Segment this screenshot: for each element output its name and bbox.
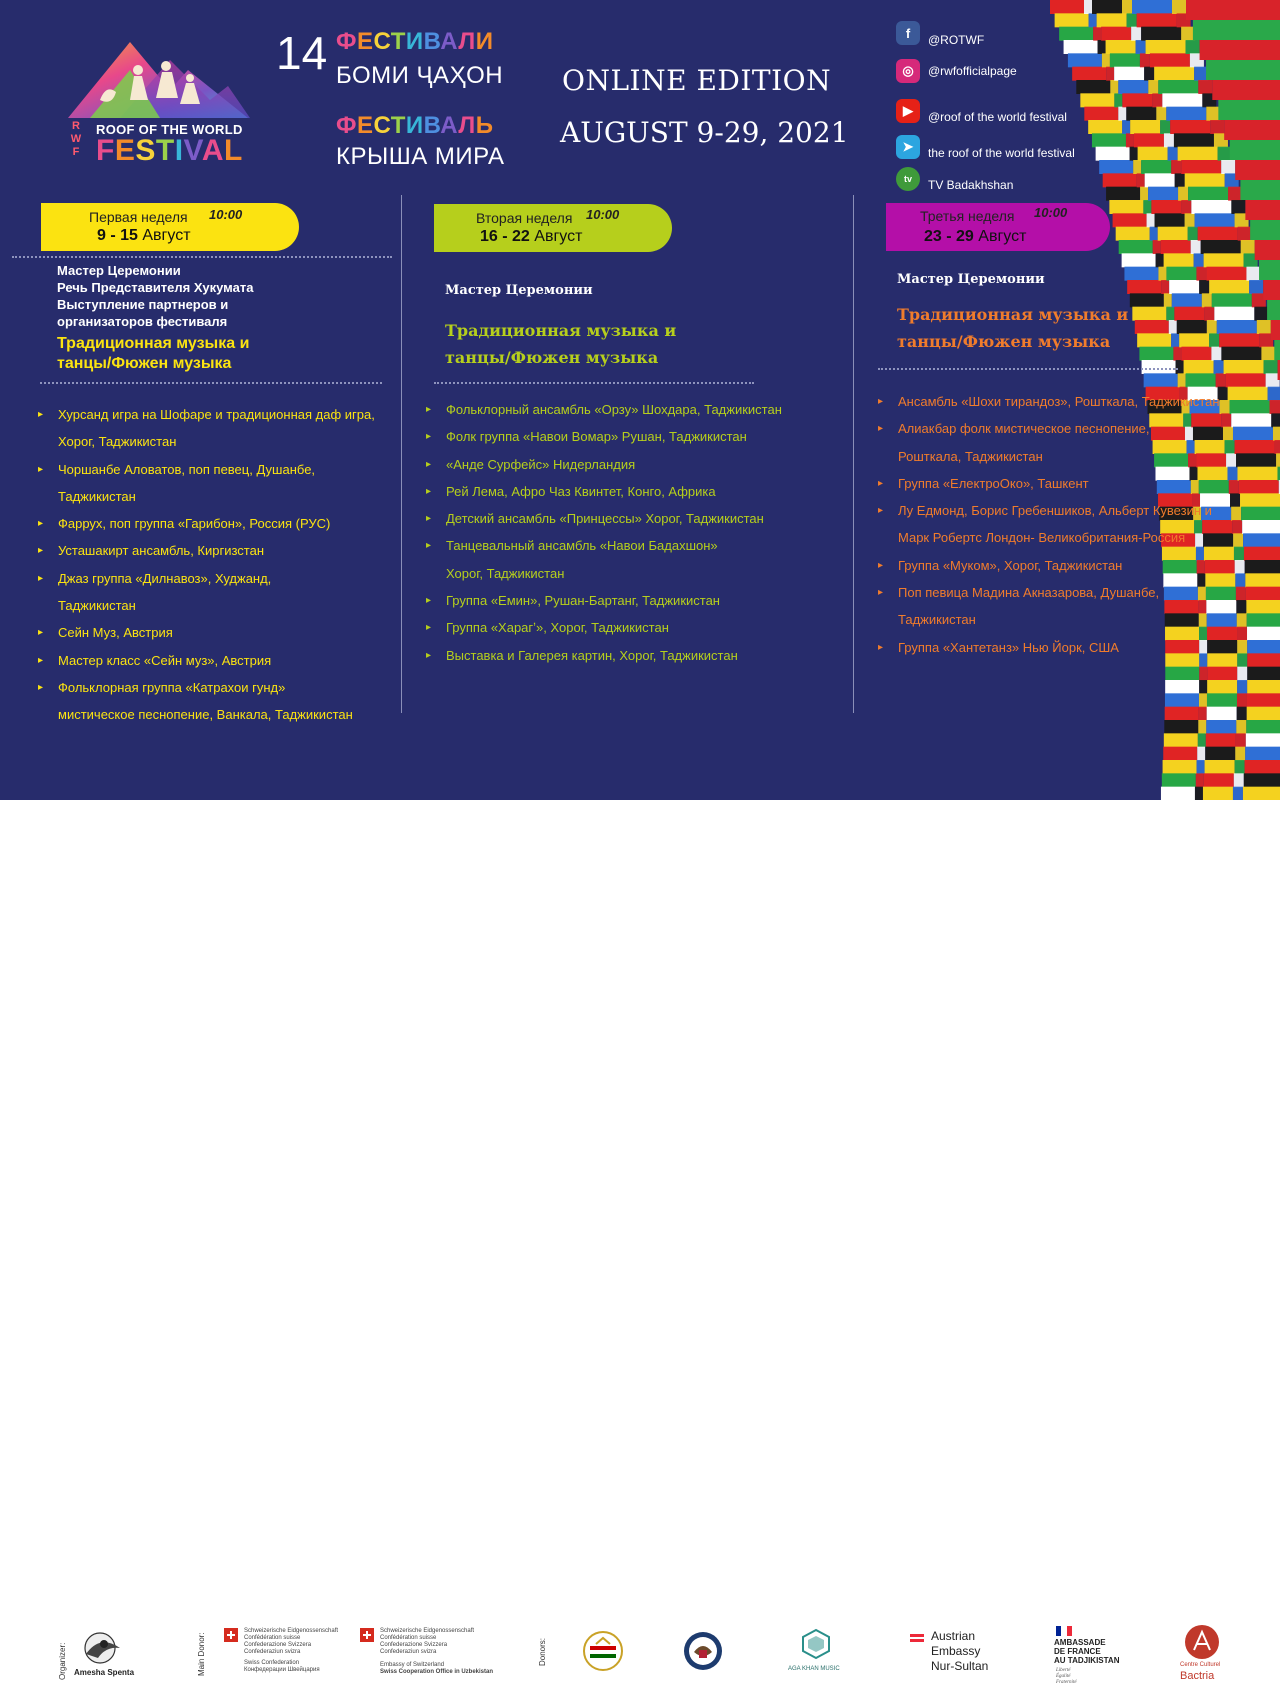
program-item: ▸ Выставка и Галерея картин, Хорог, Таджикистан xyxy=(424,642,844,669)
program-item: ▸ Усташакирт ансамбль, Киргизстан xyxy=(36,537,400,564)
program-item: Таджикистан xyxy=(36,483,400,510)
bullet-icon: ▸ xyxy=(878,470,883,497)
week2-ceremony: Мастер Церемонии xyxy=(445,283,593,298)
bullet-icon: ▸ xyxy=(38,456,43,483)
bullet-icon: ▸ xyxy=(878,497,883,524)
week1-name: Первая неделя xyxy=(89,209,188,225)
swiss-embassy-block: Schweizerische Eidgenossenschaft Confédération suisse Confederazione Svizzera Confederaziun svizra Embassy of Switzerland Swiss Cooperation Office in Uzbekistan xyxy=(380,1628,493,1676)
program-item: Таджикистан xyxy=(36,592,400,619)
program-item: Таджикистан xyxy=(876,606,1256,633)
austrian-embassy-text: Austrian Embassy Nur-Sultan xyxy=(931,1629,988,1674)
week2-program-list xyxy=(424,396,844,669)
program-item: ▸ Хурсанд игра на Шофаре и традиционная даф игра, xyxy=(36,401,400,428)
bullet-icon: ▸ xyxy=(38,619,43,646)
program-item: Хорог, Таджикистан xyxy=(424,560,844,587)
week2-dates: 16 - 22 Август xyxy=(480,228,582,246)
bullet-icon: ▸ xyxy=(38,510,43,537)
swiss-flag-icon-2 xyxy=(360,1628,374,1642)
donors-label: Donors: xyxy=(538,1638,547,1666)
week1-dates: 9 - 15 Август xyxy=(97,227,191,245)
program-item: ▸ Фолк группа «Навои Вомар» Рушан, Таджикистан xyxy=(424,423,844,450)
festival-dates: AUGUST 9-29, 2021 xyxy=(560,116,849,149)
bullet-icon: ▸ xyxy=(878,415,883,442)
week2-pill xyxy=(434,204,672,252)
festival-poster xyxy=(0,0,1280,800)
program-item: ▸ Лу Едмонд, Борис Гребеншиков, Альберт Кувезин и xyxy=(876,497,1256,524)
social-instagram-text: @rwfofficialpage xyxy=(928,64,1017,78)
main-donor-label: Main Donor: xyxy=(197,1632,206,1676)
program-item: ▸ Группа «Муком», Хорог, Таджикистан xyxy=(876,552,1256,579)
program-item: Хорог, Таджикистан xyxy=(36,428,400,455)
bullet-icon: ▸ xyxy=(426,587,431,614)
mountain-dancers-icon xyxy=(60,30,260,122)
week1-bottom-rule xyxy=(40,382,382,384)
bullet-icon: ▸ xyxy=(426,532,431,559)
online-edition: ONLINE EDITION xyxy=(562,64,831,97)
logo-roof-text: ROOF OF THE WORLD xyxy=(96,122,243,137)
week3-dates: 23 - 29 Август xyxy=(924,228,1026,246)
program-item: ▸ Алиакбар фолк мистическое песнопение, xyxy=(876,415,1256,442)
edition-number: 14 xyxy=(276,26,327,80)
bactria-logo-icon xyxy=(1184,1624,1220,1660)
facebook-icon: f xyxy=(896,21,920,45)
column-divider-1 xyxy=(401,195,402,713)
instagram-icon: ◎ xyxy=(896,59,920,83)
program-item: мистическое песнопение, Ванкала, Таджикистан xyxy=(36,701,400,728)
program-item: ▸ Группа «Хантетанз» Нью Йорк, США xyxy=(876,634,1256,661)
title-festival-ru: ФЕСТИВАЛЬ xyxy=(336,112,494,140)
us-embassy-seal-icon xyxy=(682,1630,724,1672)
organizer-label: Organizer: xyxy=(58,1643,67,1680)
bullet-icon: ▸ xyxy=(426,505,431,532)
week2-bottom-rule xyxy=(434,382,754,384)
program-item: ▸ Группа «Емин», Рушан-Бартанг, Таджикистан xyxy=(424,587,844,614)
week3-ceremony: Мастер Церемонии xyxy=(897,272,1045,287)
social-youtube-text: @roof of the world festival xyxy=(928,110,1067,124)
column-divider-2 xyxy=(853,195,854,713)
telegram-icon: ➤ xyxy=(896,135,920,159)
program-item: ▸ Поп певица Мадина Акназарова, Душанбе, xyxy=(876,579,1256,606)
week1-ceremony: Мастер Церемонии Речь Представителя Хукумата Выступление партнеров и организаторов фестиваля xyxy=(57,262,253,330)
bullet-icon: ▸ xyxy=(38,647,43,674)
week1-program-list xyxy=(36,401,400,729)
sponsors-footer xyxy=(0,800,1280,906)
ambassade-text: AMBASSADE DE FRANCE AU TADJIKISTAN xyxy=(1054,1638,1119,1665)
program-item: ▸ Группа «Харагʼ», Хорог, Таджикистан xyxy=(424,614,844,641)
title-krysha-mira: КРЫША МИРА xyxy=(336,143,505,171)
week1-pill xyxy=(41,203,299,251)
bullet-icon: ▸ xyxy=(426,451,431,478)
program-item: ▸ Рей Лема, Афро Чаз Квинтет, Конго, Африка xyxy=(424,478,844,505)
bullet-icon: ▸ xyxy=(878,634,883,661)
week2-name: Вторая неделя xyxy=(476,210,572,226)
bullet-icon: ▸ xyxy=(426,478,431,505)
program-item: ▸ Джаз группа «Дилнавоз», Худжанд, xyxy=(36,565,400,592)
social-telegram-text: the roof of the world festival xyxy=(928,146,1075,160)
swiss-confederation-block: Schweizerische Eidgenossenschaft Confédération suisse Confederazione Svizzera Confederaziun svizra Swiss Confederation Конфедерации Швейцария xyxy=(244,1628,338,1674)
program-item: ▸ Чоршанбе Аловатов, поп певец, Душанбе, xyxy=(36,456,400,483)
bullet-icon: ▸ xyxy=(426,614,431,641)
amesha-spenta-logo-icon xyxy=(80,1630,124,1666)
bullet-icon: ▸ xyxy=(878,388,883,415)
bullet-icon: ▸ xyxy=(38,537,43,564)
bactria-small-text: Centre Culturel xyxy=(1180,1662,1220,1668)
youtube-icon: ▶ xyxy=(896,99,920,123)
program-item: Марк Робертс Лондон- Великобритания-Россия xyxy=(876,524,1256,551)
week1-time: 10:00 xyxy=(209,207,242,222)
austria-flag-icon xyxy=(910,1634,924,1642)
amesha-spenta-name: Amesha Spenta xyxy=(74,1668,134,1677)
bullet-icon: ▸ xyxy=(426,423,431,450)
week3-pill xyxy=(886,203,1110,251)
aga-khan-text: AGA KHAN MUSIC xyxy=(788,1666,840,1672)
program-item: ▸ Фаррух, поп группа «Гарибон», Россия (РУС) xyxy=(36,510,400,537)
program-item: ▸ Танцевальный ансамбль «Навои Бадахшон» xyxy=(424,532,844,559)
week3-time: 10:00 xyxy=(1034,205,1067,220)
week2-genre: Традиционная музыка и танцы/Фюжен музыка xyxy=(445,317,676,371)
bullet-icon: ▸ xyxy=(426,396,431,423)
tv-badakhshan-icon: tv xyxy=(896,167,920,191)
bullet-icon: ▸ xyxy=(38,565,43,592)
program-item: ▸ Фольклорный ансамбль «Орзу» Шохдара, Таджикистан xyxy=(424,396,844,423)
title-bomi-jahon: БОМИ ҶАҲОН xyxy=(336,62,503,90)
program-item: ▸ «Анде Сурфейс» Нидерландия xyxy=(424,451,844,478)
week3-name: Третья неделя xyxy=(920,208,1015,224)
tajikistan-emblem-icon xyxy=(582,1630,624,1672)
week3-genre: Традиционная музыка и танцы/Фюжен музыка xyxy=(897,301,1128,355)
week1-top-rule xyxy=(12,256,392,258)
logo-festival-text: FESTIVAL xyxy=(96,134,243,168)
week3-bottom-rule xyxy=(878,368,1178,370)
program-item: ▸ Фольклорная группа «Катрахои гунд» xyxy=(36,674,400,701)
bactria-text: Bactria xyxy=(1180,1670,1214,1682)
program-item: ▸ Детский ансамбль «Принцессы» Хорог, Таджикистан xyxy=(424,505,844,532)
title-festivali: ФЕСТИВАЛИ xyxy=(336,28,494,56)
swiss-flag-icon xyxy=(224,1628,238,1642)
logo-rwf-letters: R W F xyxy=(66,120,86,159)
program-item: ▸ Мастер класс «Сейн муз», Австрия xyxy=(36,647,400,674)
bullet-icon: ▸ xyxy=(878,552,883,579)
program-item: ▸ Ансамбль «Шохи тирандоз», Рошткала, Таджикистан xyxy=(876,388,1256,415)
france-flag-icon xyxy=(1056,1626,1072,1636)
bullet-icon: ▸ xyxy=(878,579,883,606)
social-tv-text: TV Badakhshan xyxy=(928,178,1013,192)
program-item: ▸ Группа «ЕлектроОко», Ташкент xyxy=(876,470,1256,497)
week3-program-list xyxy=(876,388,1256,661)
social-facebook-text: @ROTWF xyxy=(928,33,984,47)
bullet-icon: ▸ xyxy=(426,642,431,669)
week2-time: 10:00 xyxy=(586,207,619,222)
bullet-icon: ▸ xyxy=(38,674,43,701)
program-item: Рошткала, Таджикистан xyxy=(876,443,1256,470)
program-item: ▸ Сейн Муз, Австрия xyxy=(36,619,400,646)
bullet-icon: ▸ xyxy=(38,401,43,428)
aga-khan-music-logo-icon xyxy=(800,1628,832,1660)
festival-logo xyxy=(60,30,260,170)
week1-genre: Традиционная музыка и танцы/Фюжен музыка xyxy=(57,334,249,374)
ambassade-motto: Liberté Égalité Fraternité xyxy=(1056,1668,1077,1686)
